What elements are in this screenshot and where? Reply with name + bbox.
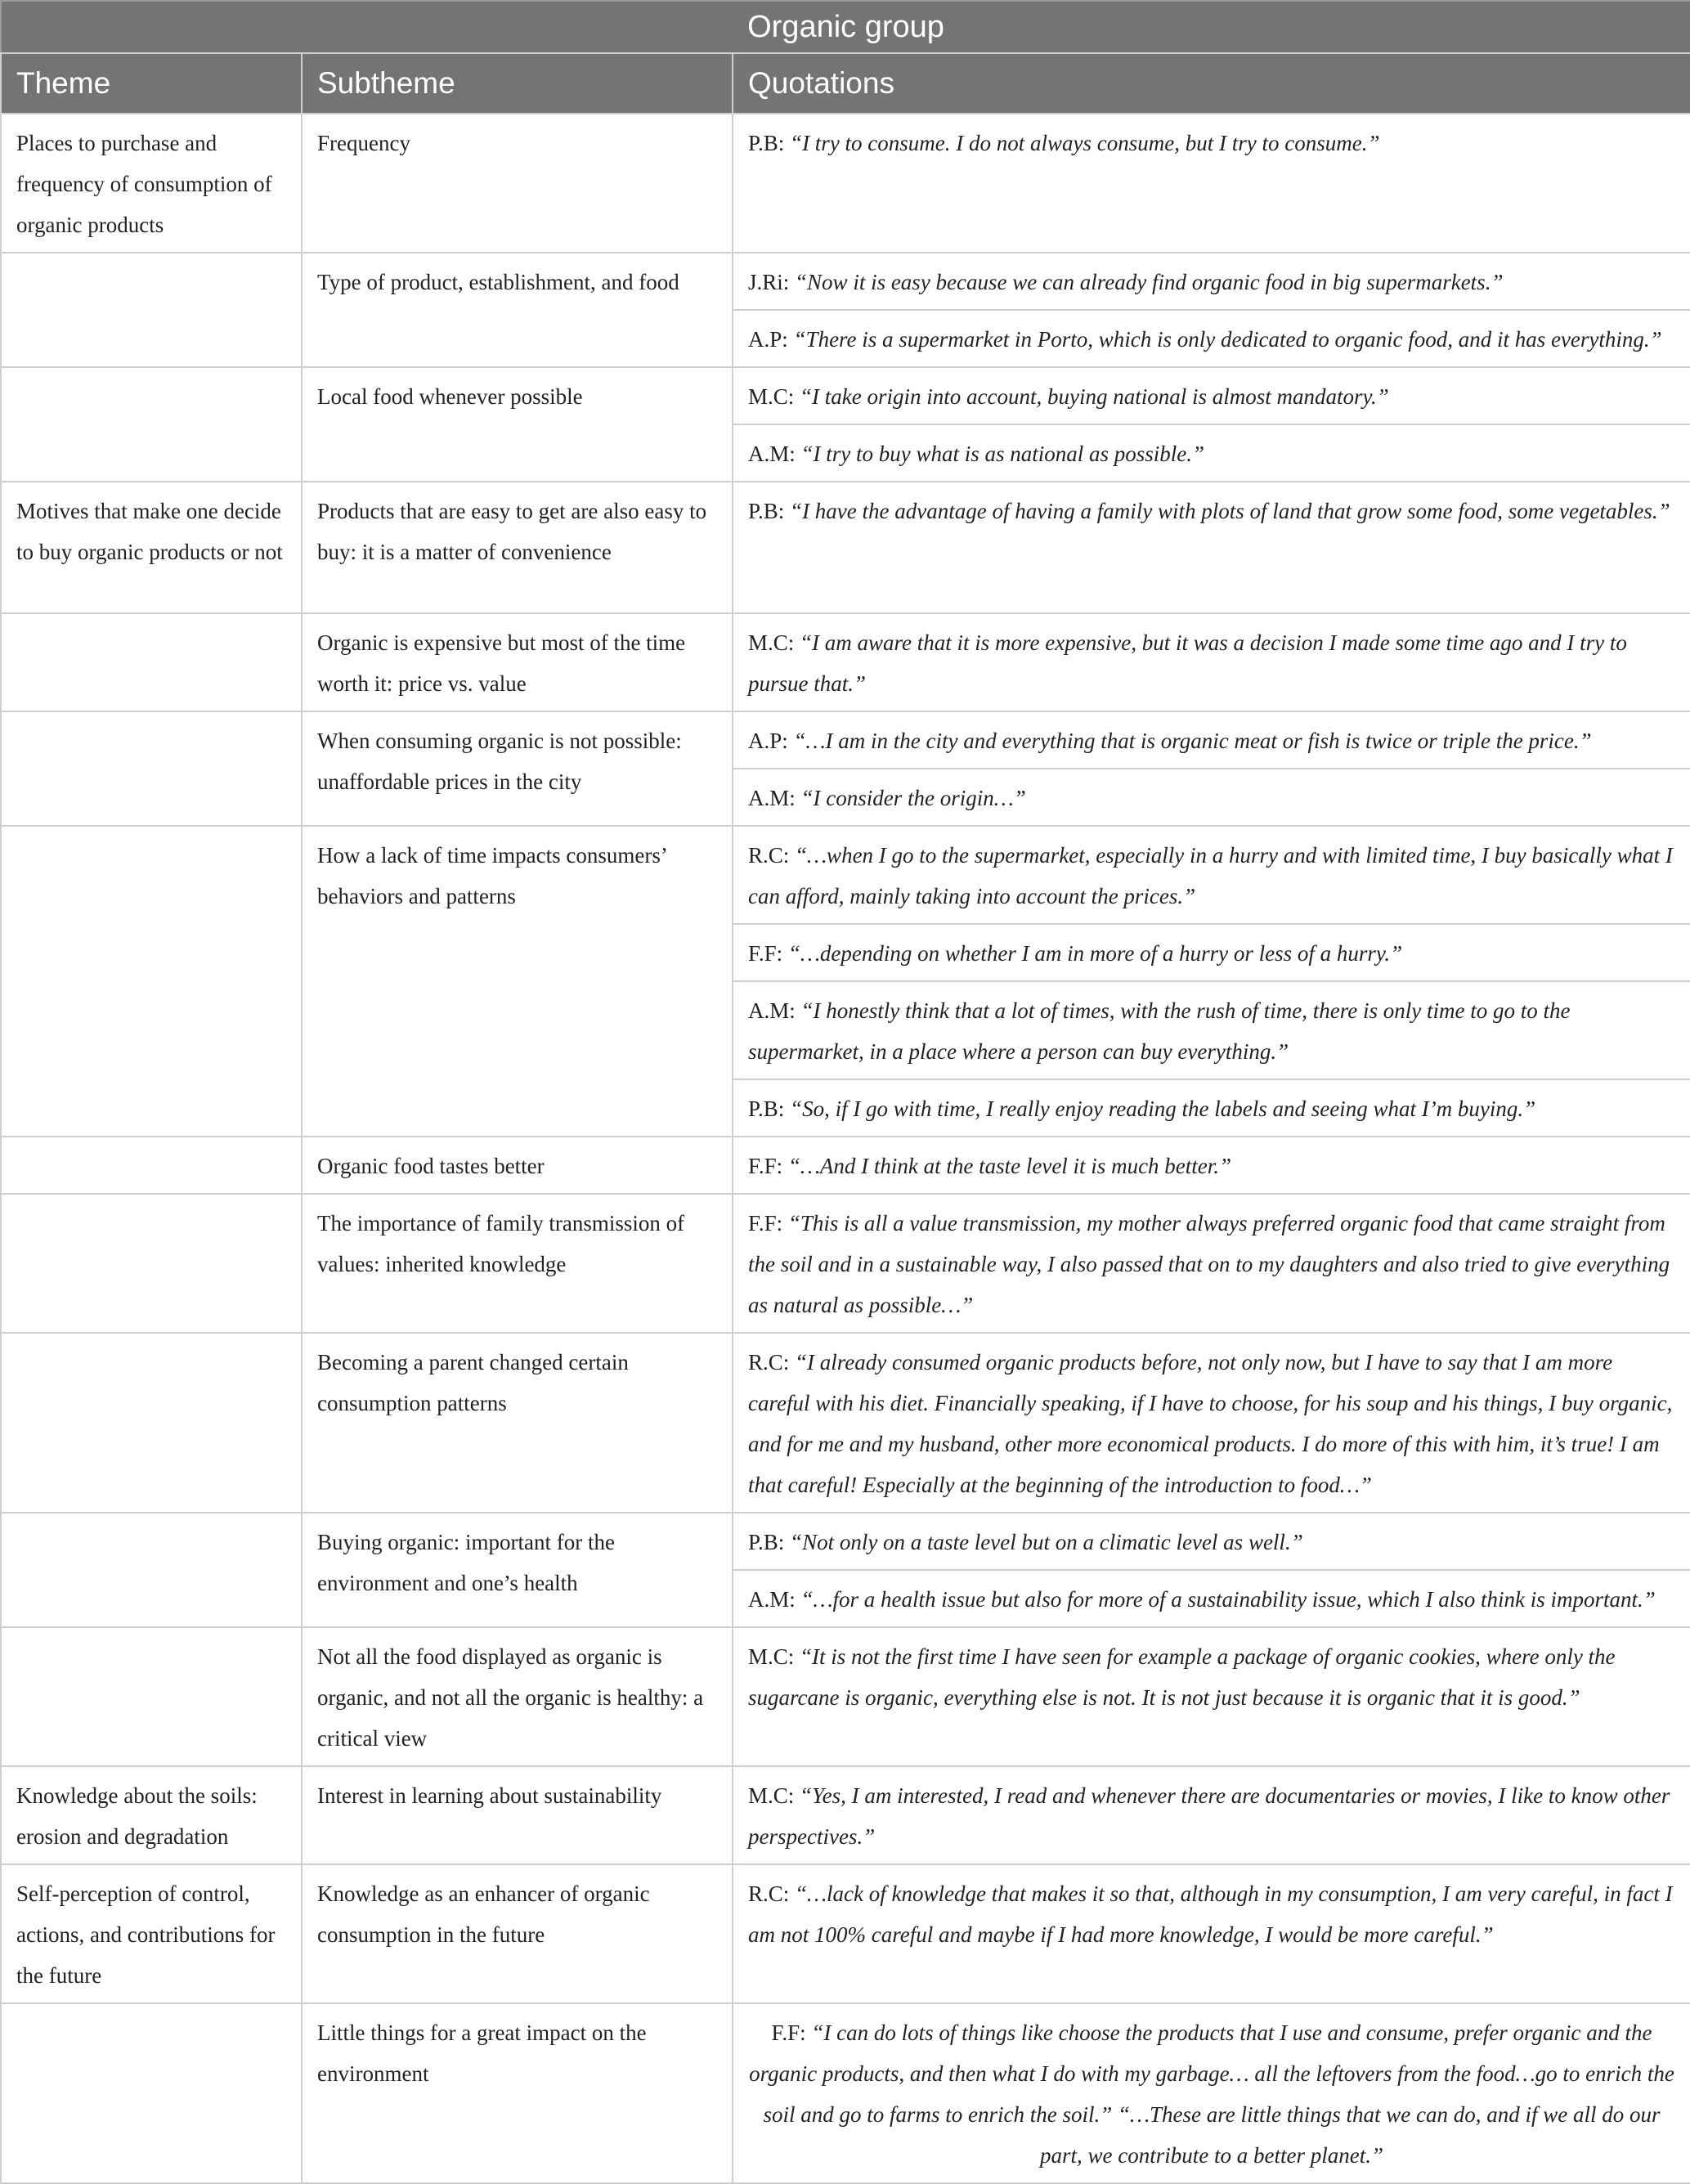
subtheme-cell: Products that are easy to get are also easy to buy: it is a matter of convenience [302, 482, 733, 613]
quotation-text: “…And I think at the taste level it is much better.” [787, 1154, 1232, 1178]
subtheme-cell: Becoming a parent changed certain consumption patterns [302, 1333, 733, 1513]
quotation-cell [733, 1627, 1690, 1766]
quotation-text: “I can do lots of things like choose the products that I use and consume, prefer organic and the organic products, and then what I do with my garbage… all the leftovers from the food…go to enrich the soil and go to farms to enrich the soil.” “…These are little things that we can do, and if we all do our part, we contribute to a better planet.” [749, 2020, 1674, 2168]
table-row [1, 1864, 1690, 2003]
speaker-label: A.P: [748, 729, 788, 753]
table-row [1, 1194, 1690, 1333]
quotation-cell [733, 1333, 1690, 1513]
speaker-label: A.M: [748, 998, 796, 1023]
subtheme-cell: When consuming organic is not possible: unaffordable prices in the city [302, 711, 733, 826]
quotation-text: “So, if I go with time, I really enjoy reading the labels and seeing what I’m buying.” [790, 1096, 1536, 1121]
subtheme-cell: Organic food tastes better [302, 1137, 733, 1194]
speaker-label: R.C: [748, 1350, 790, 1375]
subtheme-cell: Buying organic: important for the environment and one’s health [302, 1513, 733, 1627]
speaker-label: P.B: [748, 1096, 785, 1121]
speaker-label: P.B: [748, 499, 785, 523]
subtheme-cell: Interest in learning about sustainability [302, 1766, 733, 1864]
theme-cell [1, 1333, 302, 1513]
quotation-text: “I try to buy what is as national as possible.” [800, 442, 1205, 466]
quotation-text: “Now it is easy because we can already find organic food in big supermarkets.” [795, 270, 1504, 294]
speaker-label: R.C: [748, 1881, 790, 1906]
subtheme-cell: Organic is expensive but most of the time worth it: price vs. value [302, 613, 733, 711]
speaker-label: P.B: [748, 131, 785, 155]
quotation-cell [733, 1513, 1690, 1570]
quotation-cell [733, 826, 1690, 924]
quotation-cell [733, 1864, 1690, 2003]
quotation-text: “…when I go to the supermarket, especially in a hurry and with limited time, I buy basically what I can afford, mainly taking into account the prices.” [748, 843, 1673, 908]
theme-cell [1, 367, 302, 482]
theme-cell [1, 1627, 302, 1766]
speaker-label: M.C: [748, 1783, 795, 1808]
table-row [1, 613, 1690, 711]
subtheme-cell: The importance of family transmission of values: inherited knowledge [302, 1194, 733, 1333]
subtheme-cell: Little things for a great impact on the environment [302, 2003, 733, 2183]
table-row [1, 114, 1690, 253]
quotation-text: “I try to consume. I do not always consume, but I try to consume.” [790, 131, 1380, 155]
table-row [1, 1513, 1690, 1570]
table-row [1, 826, 1690, 924]
quotation-text: “…depending on whether I am in more of a hurry or less of a hurry.” [787, 941, 1403, 966]
speaker-label: M.C: [748, 1644, 795, 1669]
quotation-text: “I am aware that it is more expensive, but it was a decision I made some time ago and I try to pursue that.” [748, 630, 1627, 696]
table-row [1, 1137, 1690, 1194]
table-row [1, 367, 1690, 424]
subtheme-cell: Knowledge as an enhancer of organic consumption in the future [302, 1864, 733, 2003]
table-row [1, 711, 1690, 769]
speaker-label: A.M: [748, 786, 796, 810]
column-header-theme: Theme [1, 53, 302, 114]
theme-cell [1, 1194, 302, 1333]
quotation-cell [733, 1079, 1690, 1137]
quotation-text: “Not only on a taste level but on a climatic level as well.” [790, 1530, 1303, 1554]
theme-cell [1, 253, 302, 367]
speaker-label: F.F: [771, 2020, 806, 2045]
quotation-cell [733, 1137, 1690, 1194]
quotation-cell [733, 711, 1690, 769]
table-row [1, 1333, 1690, 1513]
quotation-text: “…lack of knowledge that makes it so that, although in my consumption, I am very careful, in fact I am not 100% careful and maybe if I had more knowledge, I would be more careful.” [748, 1881, 1673, 1947]
quotation-cell [733, 1194, 1690, 1333]
speaker-label: R.C: [748, 843, 790, 868]
speaker-label: M.C: [748, 630, 795, 655]
quotation-text: “There is a supermarket in Porto, which is only dedicated to organic food, and it has everything.” [793, 327, 1662, 352]
subtheme-cell: Type of product, establishment, and food [302, 253, 733, 367]
table-row [1, 1766, 1690, 1864]
quotation-cell [733, 1766, 1690, 1864]
quotation-text: “…I am in the city and everything that is organic meat or fish is twice or triple the price.” [793, 729, 1592, 753]
subtheme-cell: Frequency [302, 114, 733, 253]
column-header-subtheme: Subtheme [302, 53, 733, 114]
quotation-cell [733, 613, 1690, 711]
quotation-cell [733, 310, 1690, 367]
table-row [1, 2003, 1690, 2183]
column-header-quotations: Quotations [733, 53, 1690, 114]
quotation-text: “…for a health issue but also for more of a sustainability issue, which I also think is important.” [800, 1587, 1656, 1612]
theme-cell [1, 2003, 302, 2183]
speaker-label: A.P: [748, 327, 788, 352]
table-row [1, 253, 1690, 310]
speaker-label: F.F: [748, 1211, 783, 1236]
theme-cell [1, 711, 302, 826]
subtheme-cell: How a lack of time impacts consumers’ behaviors and patterns [302, 826, 733, 1137]
quotation-cell [733, 367, 1690, 424]
table-row [1, 1627, 1690, 1766]
speaker-label: F.F: [748, 1154, 783, 1178]
speaker-label: M.C: [748, 384, 795, 409]
quotation-text: “I consider the origin…” [800, 786, 1026, 810]
quotation-cell [733, 114, 1690, 253]
speaker-label: P.B: [748, 1530, 785, 1554]
quotation-text: “I take origin into account, buying national is almost mandatory.” [800, 384, 1389, 409]
quotation-text: “It is not the first time I have seen for example a package of organic cookies, where only the sugarcane is organic, everything else is not. It is not just because it is organic that it is good.” [748, 1644, 1616, 1710]
speaker-label: A.M: [748, 1587, 796, 1612]
subtheme-cell: Not all the food displayed as organic is organic, and not all the organic is healthy: a critical view [302, 1627, 733, 1766]
speaker-label: J.Ri: [748, 270, 790, 294]
table-group-title: Organic group [1, 1, 1690, 53]
quotation-cell [733, 424, 1690, 482]
theme-cell [1, 613, 302, 711]
quotation-text: “I have the advantage of having a family with plots of land that grow some food, some vegetables.” [790, 499, 1670, 523]
quotation-cell [733, 1570, 1690, 1627]
theme-cell: Self-perception of control, actions, and contributions for the future [1, 1864, 302, 2003]
theme-cell [1, 826, 302, 1137]
quotation-text: “I already consumed organic products before, not only now, but I have to say that I am more careful with his diet. Financially speaking, if I have to choose, for his soup and his things, I buy organic, and for me and my husband, other more economical products. I do more of this with him, it’s true! I am that careful! Especially at the beginning of the introduction to food…” [748, 1350, 1673, 1497]
quotation-cell [733, 482, 1690, 613]
theme-cell [1, 1137, 302, 1194]
quotation-cell [733, 2003, 1690, 2183]
quotation-text: “This is all a value transmission, my mother always preferred organic food that came straight from the soil and in a sustainable way, I also passed that on to my daughters and also tried to give everything as natural as possible…” [748, 1211, 1670, 1317]
quotation-cell [733, 253, 1690, 310]
quotation-text: “I honestly think that a lot of times, with the rush of time, there is only time to go to the supermarket, in a place where a person can buy everything.” [748, 998, 1571, 1064]
theme-cell: Motives that make one decide to buy organic products or not [1, 482, 302, 613]
quotation-text: “Yes, I am interested, I read and whenever there are documentaries or movies, I like to know other perspectives.” [748, 1783, 1670, 1849]
quotation-cell [733, 924, 1690, 981]
speaker-label: A.M: [748, 442, 796, 466]
quotation-cell [733, 981, 1690, 1079]
quotation-cell [733, 769, 1690, 826]
theme-cell: Places to purchase and frequency of consumption of organic products [1, 114, 302, 253]
theme-cell: Knowledge about the soils: erosion and degradation [1, 1766, 302, 1864]
speaker-label: F.F: [748, 941, 783, 966]
table-row [1, 482, 1690, 613]
theme-cell [1, 1513, 302, 1627]
subtheme-cell: Local food whenever possible [302, 367, 733, 482]
